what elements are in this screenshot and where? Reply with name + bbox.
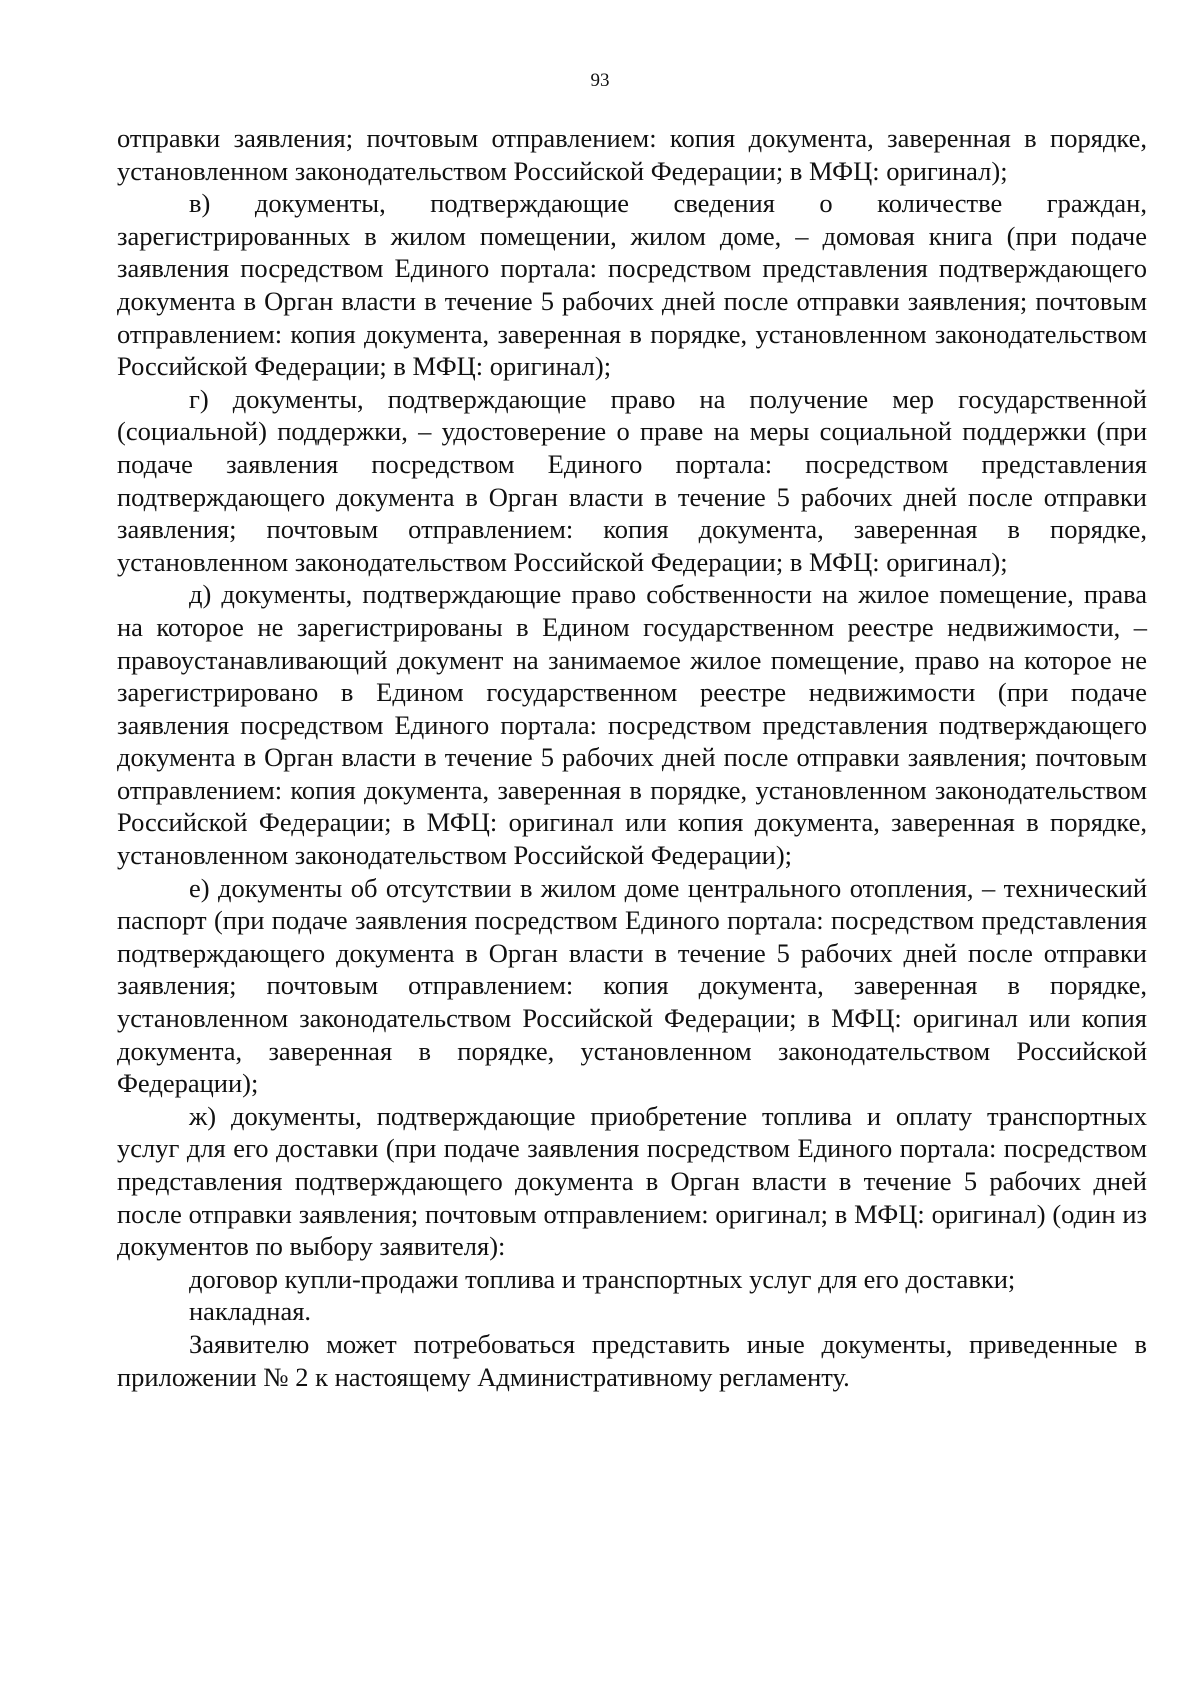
paragraph-item-v: в) документы, подтверждающие сведения о количестве граждан, зарегистрированных в жилом помещении, жилом доме, – домовая книга (при подаче заявления посредством Единого портала: посредством представления подтверждающего документа в Орган власти в течение 5 рабочих дней после отправки заявления; почтовым отправлением: копия документа, заверенная в порядке, установленном законодательством Российской Федерации; в МФЦ: оригинал); bbox=[117, 188, 1147, 382]
paragraph-item-zh: ж) документы, подтверждающие приобретение топлива и оплату транспортных услуг для его доставки (при подаче заявления посредством Единого портала: посредством представления подтверждающего документа в Орган власти в течение 5 рабочих дней после отправки заявления; почтовым отправлением: оригинал; в МФЦ: оригинал) (один из документов по выбору заявителя): bbox=[117, 1100, 1147, 1262]
paragraph-item-d: д) документы, подтверждающие право собственности на жилое помещение, права на которое не зарегистрированы в Едином государственном реестре недвижимости, – правоустанавливающий документ на занимаемое жилое помещение, право на которое не зарегистрировано в Едином государственном реестре недвижимости (при подаче заявления посредством Единого портала: посредством представления подтверждающего документа в Орган власти в течение 5 рабочих дней после отправки заявления; почтовым отправлением: копия документа, заверенная в порядке, установленном законодательством Российской Федерации; в МФЦ: оригинал или копия документа, заверенная в порядке, установленном законодательством Российской Федерации); bbox=[117, 579, 1147, 871]
paragraph-item-g: г) документы, подтверждающие право на получение мер государственной (социальной) поддержки, – удостоверение о праве на меры социальной поддержки (при подаче заявления посредством Единого портала: посредством представления подтверждающего документа в Орган власти в течение 5 рабочих дней после отправки заявления; почтовым отправлением: копия документа, заверенная в порядке, установленном законодательством Российской Федерации; в МФЦ: оригинал); bbox=[117, 383, 1147, 577]
paragraph-closing-note: Заявителю может потребоваться представить иные документы, приведенные в приложении № 2 к настоящему Административному регламенту. bbox=[117, 1328, 1147, 1392]
document-body bbox=[117, 122, 1147, 1393]
paragraph-subitem-waybill: накладная. bbox=[189, 1296, 312, 1327]
paragraph-continuation: отправки заявления; почтовым отправлением: копия документа, заверенная в порядке, установленном законодательством Российской Федерации; в МФЦ: оригинал); bbox=[117, 123, 1147, 186]
page-number: 93 bbox=[590, 70, 610, 91]
paragraph-subitem-contract: договор купли-продажи топлива и транспортных услуг для его доставки; bbox=[189, 1263, 1016, 1294]
paragraph-item-e: е) документы об отсутствии в жилом доме центрального отопления, – технический паспорт (при подаче заявления посредством Единого портала: посредством представления подтверждающего документа в Орган власти в течение 5 рабочих дней после отправки заявления; почтовым отправлением: копия документа, заверенная в порядке, установленном законодательством Российской Федерации; в МФЦ: оригинал или копия документа, заверенная в порядке, установленном законодательством Российской Федерации); bbox=[117, 872, 1147, 1099]
